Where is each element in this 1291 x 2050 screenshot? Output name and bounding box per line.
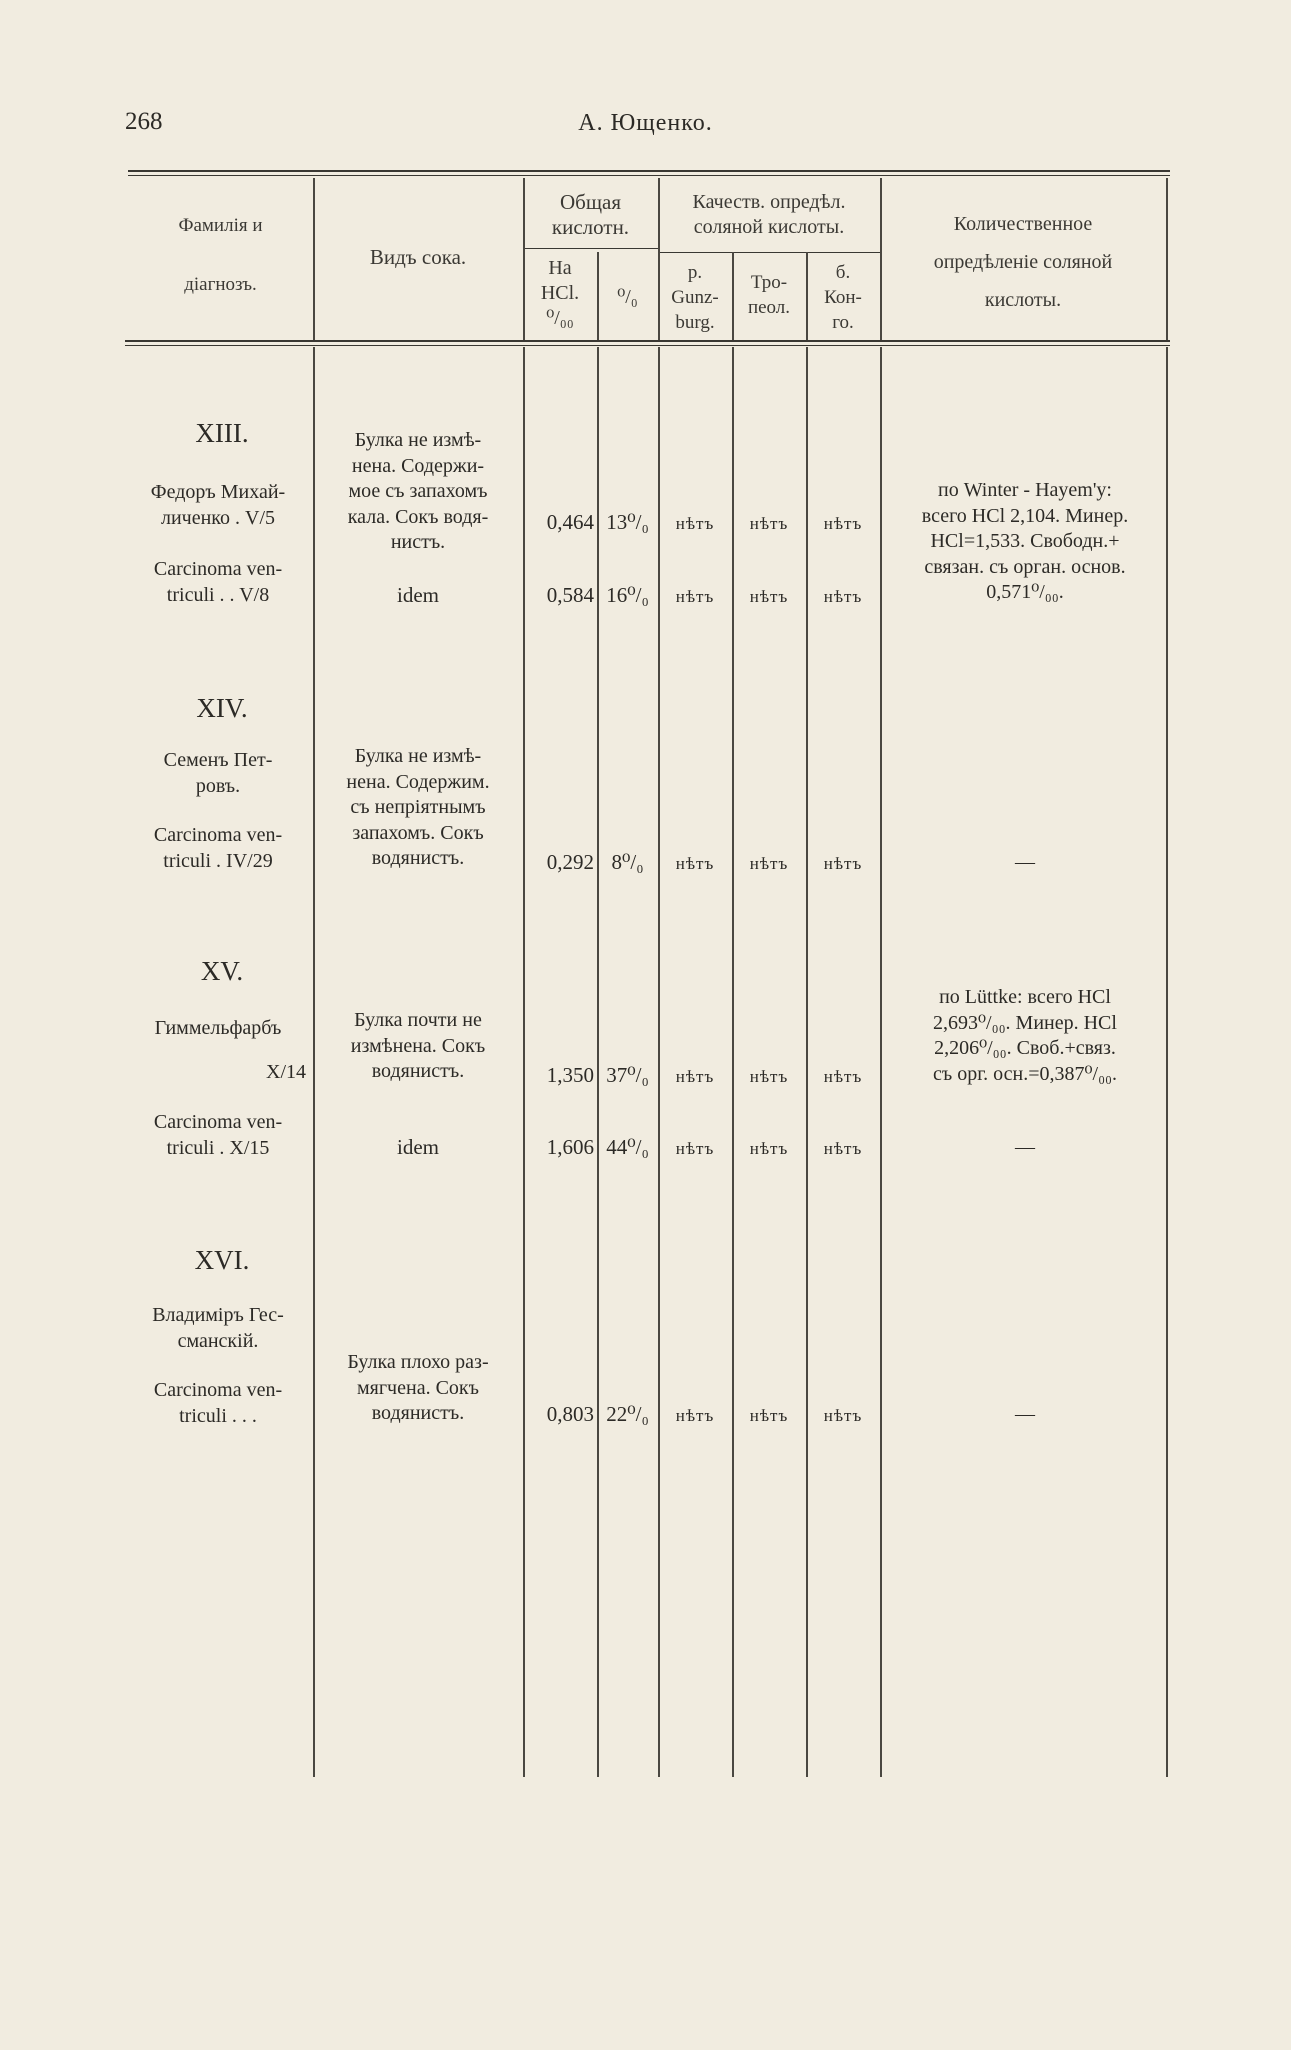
page-number: 268 [125,108,163,135]
percent-value: 44⁰/₀ [606,1135,649,1159]
gunzburg-result: нѣтъ [675,854,715,873]
header-quantitative: Количественное опредѣленіе соляной кислоты. [933,213,1113,311]
kongo-result: нѣтъ [823,514,863,533]
patient-name: Федоръ Михай- личенко . V/5 [150,481,286,529]
header-diagnosis: діагнозъ. [184,274,257,295]
gunzburg-result: нѣтъ [675,1139,715,1158]
patient-name: Владиміръ Гес- сманскій. [152,1304,284,1352]
quantitative-dash: — [1015,851,1035,873]
kongo-result: нѣтъ [823,1139,863,1158]
kongo-result: нѣтъ [823,1067,863,1086]
juice-description: Булка не измѣ- нена. Содержи- мое съ запахомъ кала. Сокъ водя- нистъ. [347,429,489,553]
tropeolin-result: нѣтъ [749,854,789,873]
col-rule-5-body [732,347,734,1777]
case-number: XIV. [196,693,248,723]
juice-idem: idem [397,583,439,607]
gunzburg-result: нѣтъ [675,514,715,533]
hcl-value: 0,803 [546,1402,594,1426]
quantitative-result: по Lüttke: всего HCl 2,693⁰/₀₀. Минер. HCl 2,206⁰/₀₀. Своб.+связ. съ орг. осн.=0,387⁰/₀₀. [932,986,1118,1085]
hcl-value: 0,292 [546,850,594,874]
col-rule-6-body [806,347,808,1777]
header-gunzburg: р. Gunz- burg. [671,262,719,333]
header-percent: ⁰/₀ [617,286,638,308]
header-bottom-rule-thin [125,345,1170,346]
tropeolin-result: нѣтъ [749,514,789,533]
percent-value: 37⁰/₀ [606,1063,649,1087]
kongo-result: нѣтъ [823,1406,863,1425]
header-tropeolin: Тро- пеол. [747,272,791,318]
tropeolin-result: нѣтъ [749,1406,789,1425]
col-rule-2-body [523,347,525,1777]
header-surname: Фамилія и [178,215,263,236]
kongo-result: нѣтъ [823,587,863,606]
header-bottom-rule [125,340,1170,342]
juice-description: Булка не измѣ- нена. Содержим. съ непріятнымъ запахомъ. Сокъ водянистъ. [346,745,490,869]
gunzburg-result: нѣтъ [675,1406,715,1425]
tropeolin-result: нѣтъ [749,587,789,606]
running-title: А. Ющенко. [578,110,713,136]
header-juice-type: Видъ сока. [369,245,467,269]
tropeolin-result: нѣтъ [749,1067,789,1086]
subheader-rule-acidity [523,248,658,249]
gunzburg-result: нѣтъ [675,587,715,606]
header-hcl: На HCl. ⁰/₀₀ [540,257,580,329]
col-rule-8 [1166,178,1168,340]
table-top-rule-thin [128,175,1170,176]
header-total-acidity: Общая кислотн. [551,190,630,239]
header-qualitative: Качеств. опредѣл. соляной кислоты. [692,191,846,238]
hcl-value: 0,464 [546,510,594,534]
tropeolin-result: нѣтъ [749,1139,789,1158]
juice-idem: idem [397,1135,439,1159]
patient-diagnosis: Carcinoma ven- triculi . . V/8 [153,558,283,606]
col-rule-3-body [597,347,599,1777]
percent-value: 16⁰/₀ [606,583,649,607]
patient-name: Гиммельфарбъ X/14 [154,1017,306,1083]
hcl-value: 1,350 [546,1063,594,1087]
hcl-value: 1,606 [546,1135,594,1159]
quantitative-result: по Winter - Hayem'y: всего HCl 2,104. Минер. HCl=1,533. Свободн.+ связан. съ орган. основ. 0,571⁰/₀₀. [921,479,1129,603]
gunzburg-result: нѣтъ [675,1067,715,1086]
patient-diagnosis: Carcinoma ven- triculi . . . [153,1379,283,1427]
percent-value: 13⁰/₀ [606,510,649,534]
case-number: XVI. [194,1245,250,1275]
hcl-value: 0,584 [546,583,594,607]
subheader-rule-qual [658,252,880,253]
quantitative-dash: — [1015,1403,1035,1425]
table-top-rule [128,170,1170,172]
header-kongo: б. Кон- го. [824,262,862,333]
col-rule-4-body [658,347,660,1777]
case-number: XIII. [195,418,249,448]
case-number: XV. [200,956,244,986]
quantitative-dash: — [1015,1136,1035,1158]
patient-diagnosis: Carcinoma ven- triculi . IV/29 [153,824,283,872]
patient-name: Семенъ Пет- ровъ. [163,749,273,797]
patient-diagnosis: Carcinoma ven- triculi . X/15 [153,1111,283,1159]
percent-value: 22⁰/₀ [606,1402,649,1426]
juice-description: Булка почти не измѣнена. Сокъ водянистъ. [350,1009,486,1082]
kongo-result: нѣтъ [823,854,863,873]
juice-description: Булка плохо раз- мягчена. Сокъ водянистъ. [347,1351,489,1424]
percent-value: 8⁰/₀ [611,850,644,874]
